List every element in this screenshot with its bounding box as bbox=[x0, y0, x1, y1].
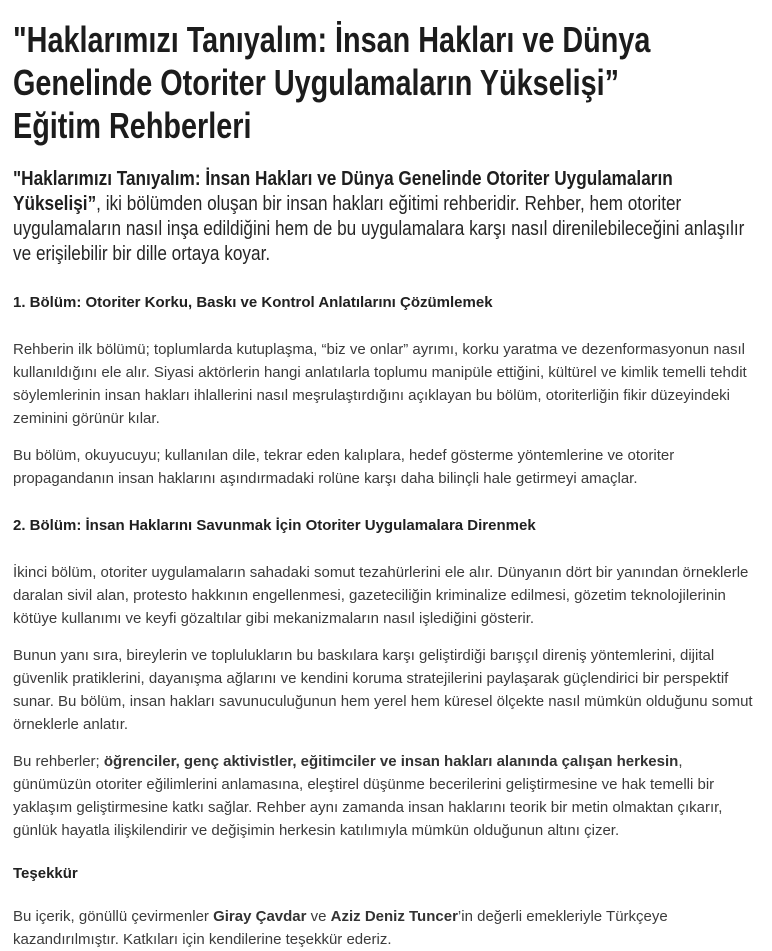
section-1-paragraph-1: Rehberin ilk bölümü; toplumlarda kutuplaşma, “biz ve onlar” ayrımı, korku yaratma ve dezenformasyonun nasıl kullanıldığını ele alır. Siyasi aktörlerin hangi anlatılarla toplumu manipüle ettiğini, kültürel ve kimlik temelli tehdit söylemlerinin insan hakları ihlallerini nasıl meşrulaştırdığını açıklayan bu bölüm, otoriterliğin fikir düzeyindeki zeminini görünür kılar. bbox=[13, 341, 747, 427]
section-2-paragraph-2: Bunun yanı sıra, bireylerin ve toplulukların bu baskılara karşı geliştirdiği barışçıl direniş yöntemlerini, dijital güvenlik pratiklerini, dayanışma ağlarını ve kendini koruma stratejilerini paylaşarak güçlendirici bir perspektif sunar. Bu bölüm, insan hakları savunuculuğunun hem yerel hem küresel ölçekte nasıl mümkün olduğunu somut örneklerle anlatır. bbox=[13, 647, 753, 733]
section-2-heading: 2. Bölüm: İnsan Haklarını Savunmak İçin Otoriter Uygulamalara Direnmek bbox=[13, 517, 536, 534]
audience-paragraph bbox=[13, 750, 758, 842]
page-title-line-3: Eğitim Rehberleri bbox=[13, 105, 252, 146]
section-1-heading: 1. Bölüm: Otoriter Korku, Baskı ve Kontrol Anlatılarını Çözümlemek bbox=[13, 294, 493, 311]
credits-pre-text: Bu içerik, gönüllü çevirmenler bbox=[13, 908, 214, 925]
audience-post-text: , günümüzün otoriter eğilimlerini anlamasına, eleştirel düşünme becerilerini geliştirmesine ve hak temelli bir yaklaşım geliştirmesine katkı sağlar. Rehber aynı zamanda insan haklarını teorik bir metin olmaktan çıkarır, günlük hayatla ilişkilendirir ve değişimin herkesin katılımıyla mümkün olduğunun altını çizer. bbox=[13, 753, 723, 839]
translator-name-1: Giray Çavdar bbox=[213, 908, 307, 925]
page-title-line-2: Genelinde Otoriter Uygulamaların Yükselişi” bbox=[13, 62, 620, 103]
thanks-heading: Teşekkür bbox=[13, 865, 78, 882]
intro-rest-text: , iki bölümden oluşan bir insan hakları eğitimi rehberidir. Rehber, hem otoriter uygulamaların nasıl inşa edildiğini hem de bu uygulamalara karşı nasıl direnilebileceğini anlaşılır ve erişilebilir bir dille ortaya koyar. bbox=[13, 193, 745, 265]
translator-name-2: Aziz Deniz Tuncer bbox=[330, 908, 458, 925]
audience-pre-text: Bu rehberler; bbox=[13, 753, 104, 770]
credits-paragraph bbox=[13, 905, 758, 951]
credits-post-text: ’in değerli emekleriyle Türkçeye kazandırılmıştır. Katkıları için kendilerine teşekkür ederiz. bbox=[13, 908, 668, 948]
page-title-line-1: "Haklarımızı Tanıyalım: İnsan Hakları ve Dünya bbox=[13, 19, 651, 60]
audience-bold-text: öğrenciler, genç aktivistler, eğitimciler ve insan hakları alanında çalışan herkesin bbox=[103, 753, 679, 770]
page-title bbox=[13, 18, 758, 147]
section-1-paragraph-2: Bu bölüm, okuyucuyu; kullanılan dile, tekrar eden kalıplara, hedef gösterme yöntemlerine ve otoriter propagandanın insan haklarını aşındırmadaki rolüne karşı daha bilinçli hale getirmeyi amaçlar. bbox=[13, 447, 675, 487]
intro-block bbox=[13, 167, 758, 267]
section-2-paragraph-1: İkinci bölüm, otoriter uygulamaların sahadaki somut tezahürlerini ele alır. Dünyanın dört bir yanından örneklerle daralan sivil alan, protesto hakkının engellenmesi, gazeteciliğin kriminalize edilmesi, gözetim teknolojilerinin kötüye kullanımı ve keyfi gözaltılar gibi mekanizmaların nasıl işlediğini gösterir. bbox=[13, 564, 749, 627]
intro-bold-title: "Haklarımızı Tanıyalım: İnsan Hakları ve Dünya Genelinde Otoriter Uygulamaların Yükselişi” bbox=[13, 168, 673, 215]
intro-paragraph bbox=[13, 167, 758, 267]
credits-mid-text: ve bbox=[306, 908, 331, 925]
page-title-text bbox=[13, 18, 758, 147]
